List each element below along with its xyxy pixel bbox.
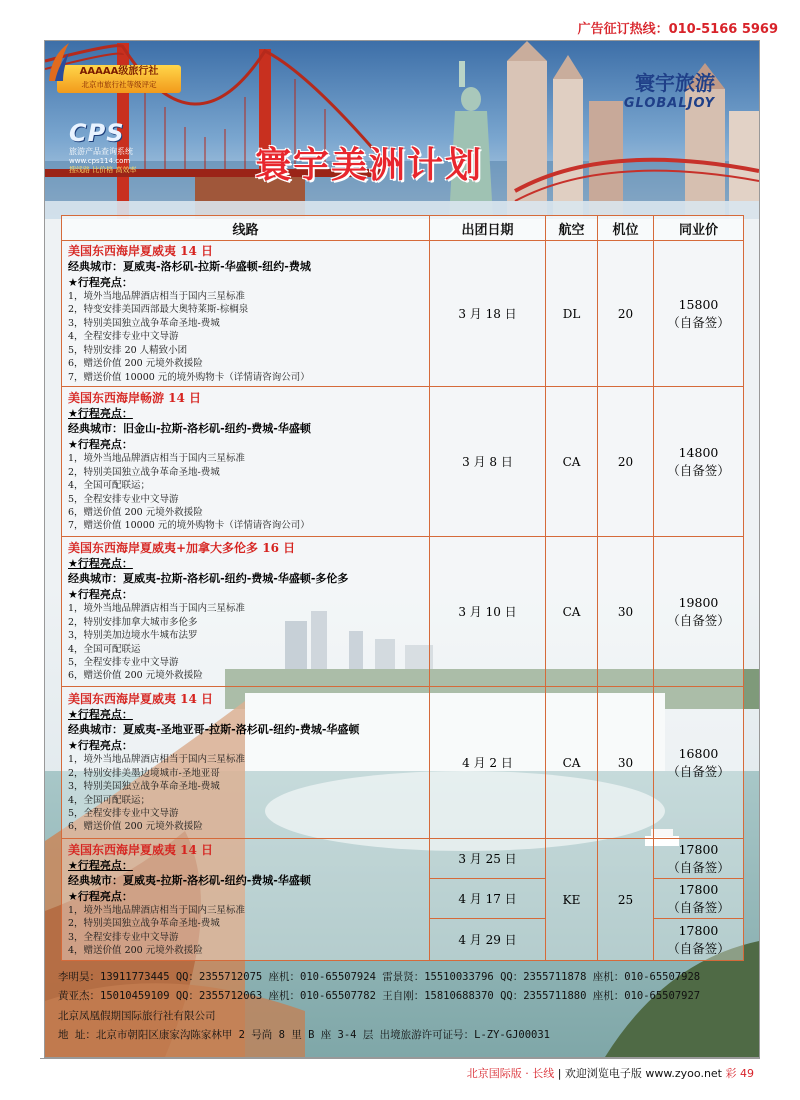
route-price-note: （自备签）: [667, 899, 730, 915]
route-price: 16800: [678, 745, 719, 761]
route-price-cell: [654, 537, 744, 687]
contact-info: [58, 968, 700, 1046]
list-item: 1，境外当地品牌酒店相当于国内三星标准: [68, 291, 246, 303]
cps-brand: CPS: [69, 119, 125, 147]
aaaaa-badge: [57, 65, 181, 93]
logo-cn: 寰宇旅游: [635, 71, 715, 95]
list-item: 4，全程安排专业中文导游: [68, 331, 179, 343]
header-date: 出团日期: [430, 216, 546, 241]
list-item: 1，境外当地品牌酒店相当于国内三星标准: [68, 754, 246, 766]
table-header-row: [62, 216, 744, 241]
route-price-cell: [654, 687, 744, 839]
route-airline: CA: [546, 687, 598, 839]
route-sub-highlight: [68, 556, 425, 571]
route-airline: CA: [546, 537, 598, 687]
cps-logo: [69, 119, 136, 175]
list-item: 2，特别安排加拿大城市多伦多: [68, 616, 198, 628]
route-price: 17800: [678, 841, 719, 857]
footer-site: 欢迎浏览电子版 www.zyoo.net: [564, 1067, 722, 1080]
route-seats: 30: [598, 687, 654, 839]
footer-separator: |: [557, 1067, 565, 1080]
table-row: [62, 687, 744, 839]
route-highlight-label: ★行程亮点：: [68, 588, 133, 602]
route-date: 3 月 18 日: [430, 241, 546, 387]
badge-line2: 北京市旅行社等级评定: [81, 80, 157, 89]
route-title: 美国东西海岸夏威夷 14 日: [68, 842, 214, 857]
list-item: 7，赠送价值 10000 元的境外购物卡（详情请咨询公司）: [68, 371, 310, 383]
footer-divider: [40, 1058, 760, 1059]
list-item: 7，赠送价值 10000 元的境外购物卡（详情请咨询公司）: [68, 520, 310, 532]
route-cities: 经典城市：夏威夷-拉斯-洛杉矶-纽约-费城-华盛顿-多伦多: [68, 572, 349, 586]
table-row: [62, 839, 744, 879]
hotline: 广告征订热线：010-5166 5969: [577, 22, 778, 37]
route-highlight-label: ★行程亮点：: [68, 438, 133, 452]
route-price-cell: [654, 241, 744, 387]
route-cell: [62, 241, 430, 387]
route-price-cell: [654, 919, 744, 961]
contact-line: 黄亚杰：15010459109 QQ：2355712063 座机：010-65507782 王自刚：15810688370 QQ：2355711880 座机：010-65507927: [58, 990, 701, 1003]
route-highlight-label: ★行程亮点：: [68, 276, 133, 290]
list-item: 1，境外当地品牌酒店相当于国内三星标准: [68, 904, 246, 916]
route-airline: KE: [546, 839, 598, 961]
route-price-note: （自备签）: [667, 763, 730, 779]
page-title: 寰宇美洲计划: [255, 145, 484, 186]
route-cell: [62, 687, 430, 839]
route-price-note: （自备签）: [667, 940, 730, 956]
company-address: 地 址：北京市朝阳区康家沟陈家林甲 2 号尚 8 里 B 座 3-4 层 出境旅游许可证号：L-ZY-GJ00031: [58, 1029, 551, 1042]
route-price: 17800: [678, 922, 719, 938]
badge-line1: AAAAA级旅行社: [79, 66, 159, 77]
list-item: 5，全程安排专业中文导游: [68, 807, 179, 819]
list-item: 2，特别美国独立战争革命圣地-费城: [68, 466, 220, 478]
route-price: 15800: [678, 296, 719, 312]
globaljoy-wing-icon: [45, 41, 71, 85]
list-item: 6，赠送价值 200 元境外救援险: [68, 358, 203, 370]
list-item: 4，全国可配联运: [68, 643, 141, 655]
list-item: 5，特别安排 20 人精致小团: [68, 344, 188, 356]
route-sub-highlight-text: ★行程亮点：: [68, 407, 133, 421]
route-price-cell: [654, 839, 744, 879]
route-sub-highlight: [68, 406, 425, 421]
route-sub-highlight-text: ★行程亮点：: [68, 708, 133, 722]
route-cell: [62, 839, 430, 961]
route-date: 3 月 10 日: [430, 537, 546, 687]
route-seats: 25: [598, 839, 654, 961]
list-item: 6，赠送价值 200 元境外救援险: [68, 670, 203, 682]
route-cities: 经典城市：夏威夷-拉斯-洛杉矶-纽约-费城-华盛顿: [68, 873, 311, 887]
route-airline: CA: [546, 387, 598, 537]
cps-line2: www.cps114.com: [69, 157, 131, 165]
route-cities: 经典城市：旧金山-拉斯-洛杉矶-纽约-费城-华盛顿: [68, 422, 311, 436]
route-highlight-label: ★行程亮点：: [68, 889, 133, 903]
route-price-note: （自备签）: [667, 612, 730, 628]
list-item: 6，赠送价值 200 元境外救援险: [68, 821, 203, 833]
route-price-note: （自备签）: [667, 859, 730, 875]
footer-edition: 北京国际版 · 长线: [466, 1067, 555, 1080]
header-airline: 航空: [546, 216, 598, 241]
route-cities: 经典城市：夏威夷-圣地亚哥-拉斯-洛杉矶-纽约-费城-华盛顿: [68, 723, 360, 737]
route-seats: 30: [598, 537, 654, 687]
route-date: 4 月 17 日: [430, 879, 546, 919]
route-cell: [62, 537, 430, 687]
route-cell: [62, 387, 430, 537]
route-title: 美国东西海岸夏威夷 14 日: [68, 244, 214, 259]
list-item: 4，全国可配联运；: [68, 794, 151, 806]
route-title: 美国东西海岸畅游 14 日: [68, 391, 202, 406]
list-item: 3，特别美国独立战争革命圣地-费城: [68, 781, 220, 793]
ad-page: [44, 40, 760, 1058]
header-route: 线路: [62, 216, 430, 241]
logo-en: GLOBALJOY: [623, 96, 715, 111]
route-cities: 经典城市：夏威夷-洛杉矶-拉斯-华盛顿-纽约-费城: [68, 260, 311, 274]
route-seats: 20: [598, 241, 654, 387]
list-item: 4，全国可配联运；: [68, 480, 151, 492]
route-airline: DL: [546, 241, 598, 387]
tour-table: [61, 215, 744, 961]
list-item: 3，特别美国独立战争革命圣地-费城: [68, 317, 220, 329]
list-item: 1，境外当地品牌酒店相当于国内三星标准: [68, 603, 246, 615]
list-item: 6，赠送价值 200 元境外救援险: [68, 506, 203, 518]
route-sub-highlight-text: ★行程亮点：: [68, 557, 133, 571]
route-date: 3 月 25 日: [430, 839, 546, 879]
list-item: 2，特别安排美墨边境城市-圣地亚哥: [68, 767, 220, 779]
list-item: 4，赠送价值 200 元境外救援险: [68, 944, 203, 956]
route-title: 美国东西海岸夏威夷+加拿大多伦多 16 日: [68, 541, 296, 556]
route-price-cell: [654, 879, 744, 919]
header-seats: 机位: [598, 216, 654, 241]
route-price-note: （自备签）: [667, 462, 730, 478]
route-title: 美国东西海岸夏威夷 14 日: [68, 692, 214, 707]
table-row: [62, 241, 744, 387]
list-item: 2，特别美国独立战争革命圣地-费城: [68, 918, 220, 930]
list-item: 3，特别美加边境水牛城布法罗: [68, 630, 198, 642]
route-price: 14800: [678, 444, 719, 460]
table-row: [62, 537, 744, 687]
route-date: 4 月 29 日: [430, 919, 546, 961]
route-price: 19800: [678, 594, 719, 610]
contact-line: 李明昊：13911773445 QQ：2355712075 座机：010-65507924 雷景贤：15510033796 QQ：2355711878 座机：010-65507928: [58, 971, 701, 983]
list-item: 5，全程安排专业中文导游: [68, 493, 179, 505]
list-item: 3，全程安排专业中文导游: [68, 931, 179, 943]
route-price: 17800: [678, 881, 719, 897]
list-item: 1，境外当地品牌酒店相当于国内三星标准: [68, 453, 246, 465]
list-item: 2，特变安排美国西部最大奥特莱斯-棕榈泉: [68, 304, 249, 316]
route-sub-highlight-text: ★行程亮点：: [68, 858, 133, 872]
cps-line1: 旅游产品查询系统: [69, 147, 133, 156]
company-name: 北京凤凰假期国际旅行社有限公司: [58, 1009, 216, 1022]
page-footer: [467, 1065, 754, 1081]
list-item: 5，全程安排专业中文导游: [68, 656, 179, 668]
page-number: 彩 49: [725, 1067, 754, 1080]
route-price-note: （自备签）: [667, 314, 730, 330]
route-seats: 20: [598, 387, 654, 537]
route-price-cell: [654, 387, 744, 537]
globaljoy-logo: [624, 67, 715, 111]
header-price: 同业价: [654, 216, 744, 241]
cps-line3: 搜线路 比价格 高效率: [69, 166, 137, 174]
header-banner: [45, 41, 759, 219]
route-sub-highlight: [68, 858, 425, 873]
route-date: 4 月 2 日: [430, 687, 546, 839]
route-highlight-label: ★行程亮点：: [68, 739, 133, 753]
table-row: [62, 387, 744, 537]
route-date: 3 月 8 日: [430, 387, 546, 537]
route-sub-highlight: [68, 707, 425, 722]
